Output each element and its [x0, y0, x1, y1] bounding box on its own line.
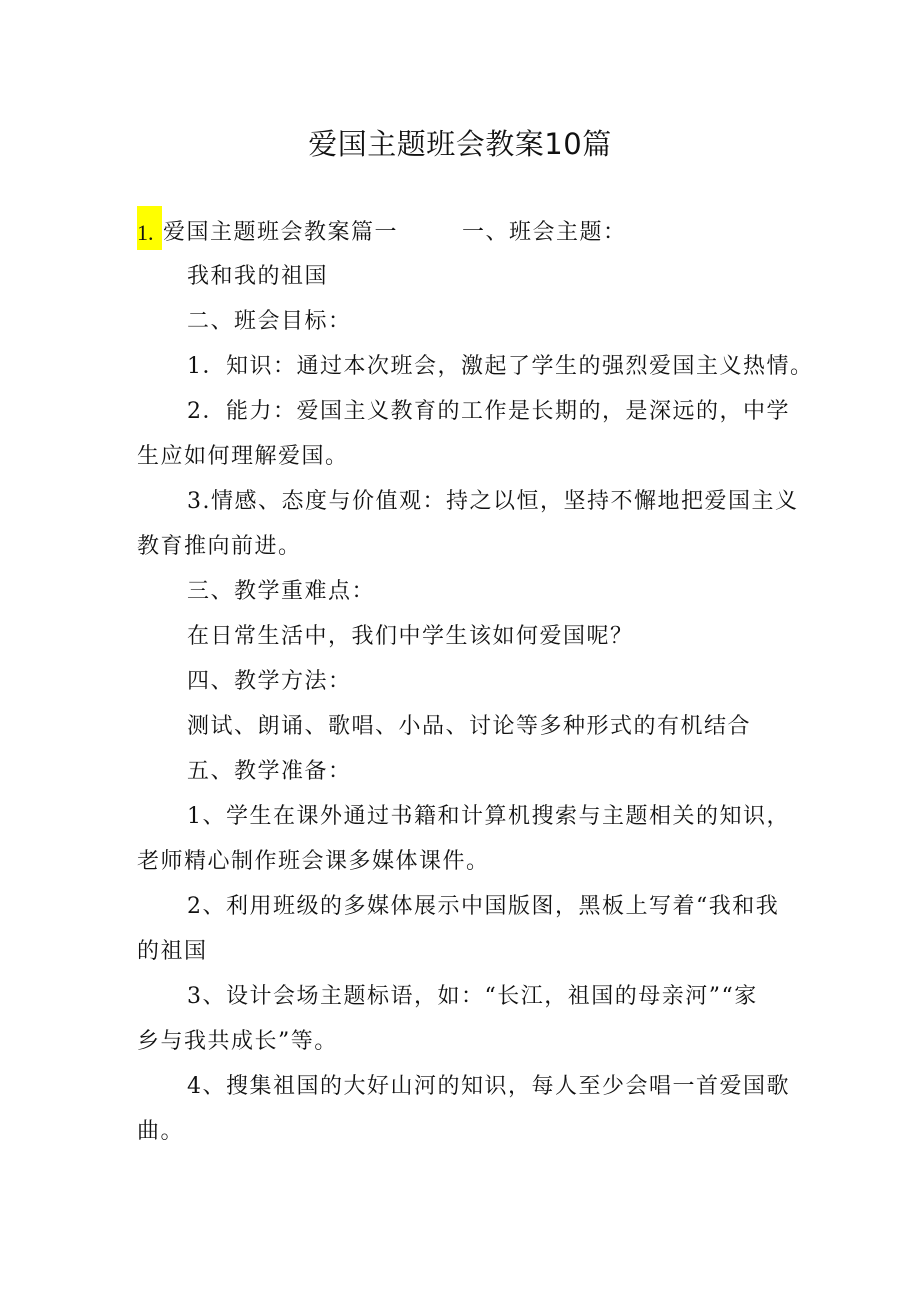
- paragraph-line: 在日常生活中，我们中学生该如何爱国呢？: [187, 624, 634, 649]
- paragraph-line: 曲。: [137, 1119, 185, 1144]
- paragraph-line: 2．能力：爱国主义教育的工作是长期的，是深远的，中学: [187, 399, 790, 424]
- section-heading: 爱国主题班会教案篇一: [163, 220, 399, 245]
- paragraph-line: 1、学生在课外通过书籍和计算机搜索与主题相关的知识，: [187, 804, 790, 829]
- paragraph-line: 生应如何理解爱国。: [137, 444, 349, 469]
- paragraph-line: 教育推向前进。: [137, 534, 302, 559]
- paragraph-line: 我和我的祖国: [187, 264, 329, 289]
- section-subheading: 一、班会主题：: [462, 220, 627, 245]
- paragraph-line: 3、设计会场主题标语，如：“长江，祖国的母亲河”“家: [187, 984, 758, 1009]
- section-number: 1.: [137, 220, 154, 245]
- paragraph-line: 的祖国: [137, 939, 208, 964]
- paragraph-line: 老师精心制作班会课多媒体课件。: [137, 849, 490, 874]
- paragraph-line: 三、教学重难点：: [187, 579, 376, 604]
- paragraph-line: 3.情感、态度与价值观：持之以恒，坚持不懈地把爱国主义: [187, 489, 799, 514]
- paragraph-line: 1．知识：通过本次班会，激起了学生的强烈爱国主义热情。: [187, 354, 814, 379]
- paragraph-line: 测试、朗诵、歌唱、小品、讨论等多种形式的有机结合: [187, 714, 752, 739]
- paragraph-line: 五、教学准备：: [187, 759, 352, 784]
- paragraph-line: 二、班会目标：: [187, 309, 352, 334]
- document-title: 爱国主题班会教案10篇: [308, 127, 612, 161]
- paragraph-line: 四、教学方法：: [187, 669, 352, 694]
- paragraph-line: 4、搜集祖国的大好山河的知识，每人至少会唱一首爱国歌: [187, 1074, 790, 1099]
- paragraph-line: 乡与我共成长”等。: [137, 1029, 338, 1054]
- paragraph-line: 2、利用班级的多媒体展示中国版图，黑板上写着“我和我: [187, 894, 780, 919]
